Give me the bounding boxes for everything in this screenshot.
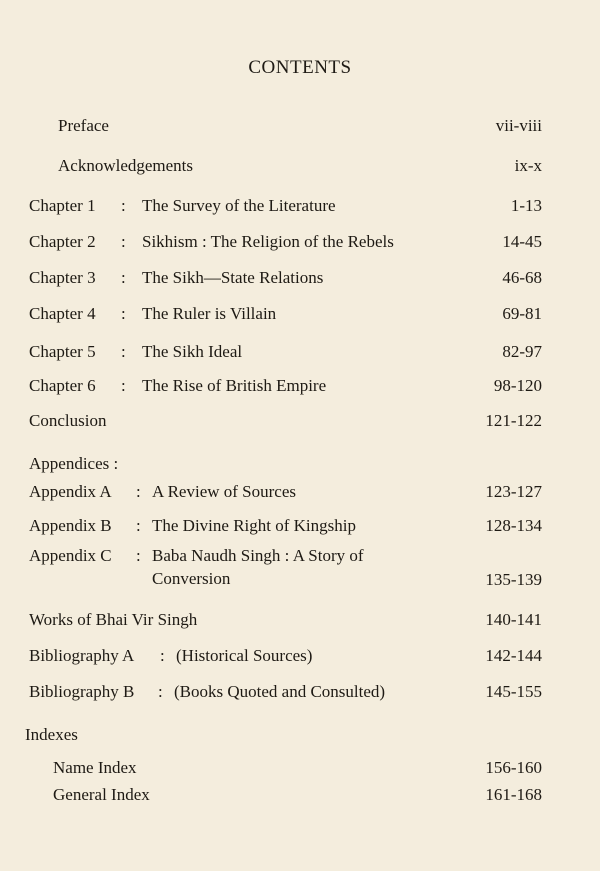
chapter-3-label: Chapter 3	[29, 268, 96, 287]
appendix-c-label: Appendix C	[29, 546, 112, 565]
chapter-5-title: The Sikh Ideal	[142, 342, 243, 361]
name-index-pages: 156-160	[485, 758, 542, 777]
bibliography-b-pages: 145-155	[485, 682, 542, 701]
chapter-6-pages: 98-120	[493, 376, 542, 395]
chapter-5-colon: :	[121, 342, 126, 361]
conclusion-pages: 121-122	[485, 411, 542, 430]
chapter-4-colon: :	[121, 304, 126, 323]
preface-pages: vii-viii	[495, 116, 542, 135]
chapter-1-pages: 1-13	[510, 196, 542, 215]
chapter-5-pages: 82-97	[502, 342, 542, 361]
appendix-c-colon: :	[136, 546, 141, 565]
chapter-2-title: Sikhism : The Religion of the Rebels	[142, 232, 394, 251]
appendix-a-pages: 123-127	[485, 482, 542, 501]
appendix-a-label: Appendix A	[29, 482, 112, 501]
page-title: CONTENTS	[248, 57, 352, 78]
chapter-2-label: Chapter 2	[29, 232, 96, 251]
chapter-5-label: Chapter 5	[29, 342, 96, 361]
chapter-1-title: The Survey of the Literature	[142, 196, 336, 215]
appendix-c-pages: 135-139	[485, 570, 542, 589]
appendix-a-title: A Review of Sources	[152, 482, 297, 501]
chapter-3-pages: 46-68	[502, 268, 542, 287]
bibliography-b-title: (Books Quoted and Consulted)	[174, 682, 386, 701]
acknowledgements-pages: ix-x	[514, 156, 542, 175]
chapter-3-title: The Sikh—State Relations	[142, 268, 324, 287]
chapter-1-label: Chapter 1	[29, 196, 96, 215]
chapter-4-pages: 69-81	[502, 304, 542, 323]
acknowledgements-label: Acknowledgements	[58, 156, 194, 175]
appendices-heading: Appendices :	[29, 454, 119, 473]
indexes-heading: Indexes	[25, 725, 78, 744]
preface-label: Preface	[58, 116, 109, 135]
bibliography-a-colon: :	[160, 646, 165, 665]
bibliography-b-label: Bibliography B	[29, 682, 135, 701]
bibliography-a-label: Bibliography A	[29, 646, 135, 665]
appendix-c-title: Baba Naudh Singh : A Story of	[152, 546, 364, 565]
chapter-2-colon: :	[121, 232, 126, 251]
chapter-6-label: Chapter 6	[29, 376, 96, 395]
appendix-a-colon: :	[136, 482, 141, 501]
chapter-2-pages: 14-45	[502, 232, 542, 251]
appendix-b-colon: :	[136, 516, 141, 535]
bibliography-a-title: (Historical Sources)	[176, 646, 313, 665]
appendix-b-title: The Divine Right of Kingship	[152, 516, 356, 535]
chapter-6-title: The Rise of British Empire	[142, 376, 327, 395]
chapter-6-colon: :	[121, 376, 126, 395]
chapter-4-title: The Ruler is Villain	[142, 304, 277, 323]
appendix-c-title-continued: Conversion	[152, 569, 231, 588]
works-pages: 140-141	[485, 610, 542, 629]
bibliography-a-pages: 142-144	[485, 646, 542, 665]
works-label: Works of Bhai Vir Singh	[29, 610, 198, 629]
chapter-1-colon: :	[121, 196, 126, 215]
bibliography-b-colon: :	[158, 682, 163, 701]
name-index-label: Name Index	[53, 758, 137, 777]
chapter-4-label: Chapter 4	[29, 304, 96, 323]
conclusion-label: Conclusion	[29, 411, 107, 430]
chapter-3-colon: :	[121, 268, 126, 287]
appendix-b-label: Appendix B	[29, 516, 112, 535]
appendix-b-pages: 128-134	[485, 516, 542, 535]
general-index-label: General Index	[53, 785, 150, 804]
general-index-pages: 161-168	[485, 785, 542, 804]
